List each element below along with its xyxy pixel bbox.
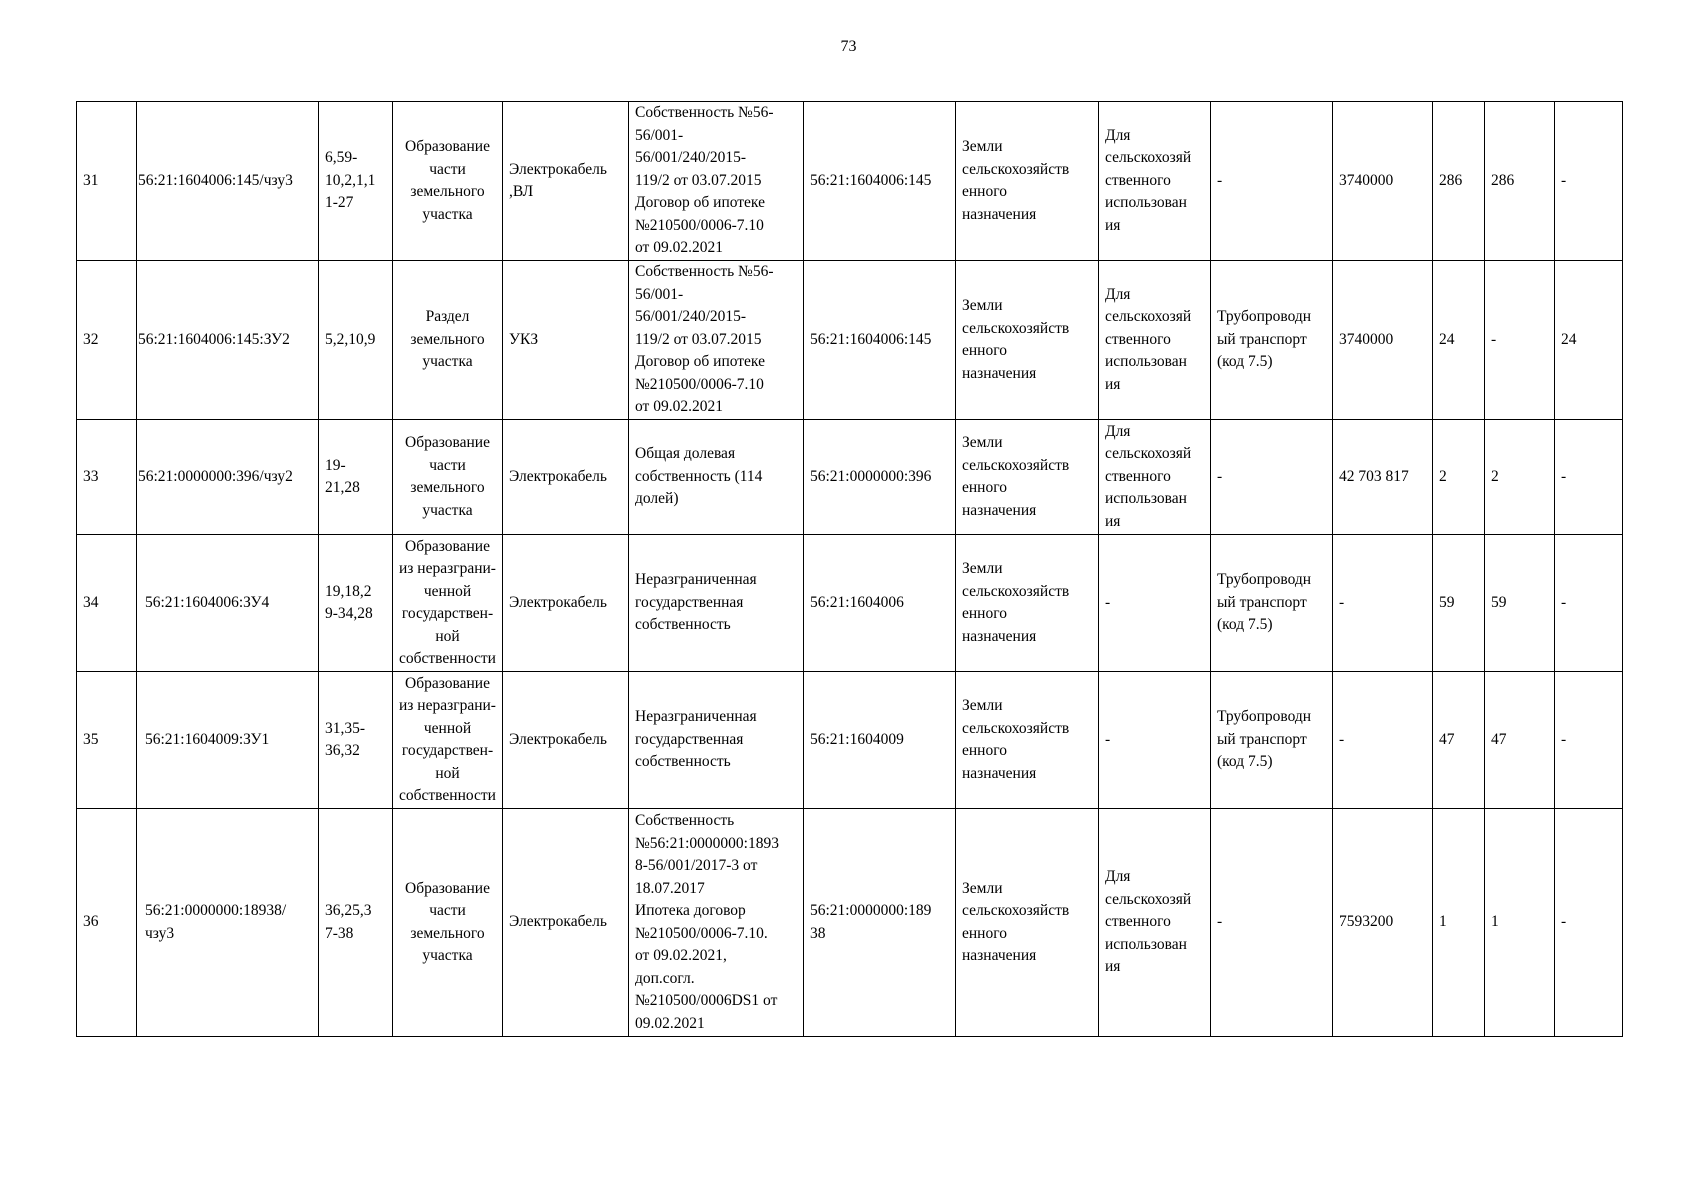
cell-cadastral-number: 56:21:0000000:18938/ чзу3 (137, 809, 319, 1037)
cell-area-total: 286 (1433, 102, 1485, 261)
table-row (77, 809, 1623, 1037)
cell-parent-plot: 56:21:0000000:396 (804, 420, 956, 535)
cell-area-permanent: - (1555, 535, 1623, 672)
cell-new-use: - (1211, 102, 1333, 261)
cell-formation-method: Образование из неразграни- ченной государствен- ной собственности (393, 672, 503, 809)
cell-cadastral-value: 7593200 (1333, 809, 1433, 1037)
cell-cadastral-number: 56:21:1604006:145:ЗУ2 (137, 261, 319, 420)
cell-points: 31,35- 36,32 (319, 672, 393, 809)
cell-new-use: Трубопроводн ый транспорт (код 7.5) (1211, 261, 1333, 420)
cell-new-use: - (1211, 420, 1333, 535)
cell-formation-method: Образование части земельного участка (393, 809, 503, 1037)
cell-formation-method: Раздел земельного участка (393, 261, 503, 420)
cell-ownership: Собственность №56- 56/001- 56/001/240/2015- 119/2 от 03.07.2015 Договор об ипотеке №210500/0006-7.10 от 09.02.2021 (629, 261, 804, 420)
cell-parent-plot: 56:21:1604006:145 (804, 261, 956, 420)
cell-number: 31 (77, 102, 137, 261)
cell-new-use: Трубопроводн ый транспорт (код 7.5) (1211, 672, 1333, 809)
cell-cadastral-number: 56:21:1604006:145/чзу3 (137, 102, 319, 261)
cell-area-temporary: 59 (1485, 535, 1555, 672)
cell-area-permanent: - (1555, 672, 1623, 809)
land-plots-table (76, 101, 1623, 1037)
cell-ownership: Собственность №56:21:0000000:1893 8-56/001/2017-3 от 18.07.2017 Ипотека договор №210500/0006-7.10. от 09.02.2021, доп.согл. №210500/0006DS1 от 09.02.2021 (629, 809, 804, 1037)
cell-points: 36,25,3 7-38 (319, 809, 393, 1037)
cell-formation-method: Образование части земельного участка (393, 420, 503, 535)
cell-number: 35 (77, 672, 137, 809)
cell-formation-method: Образование из неразграни- ченной государствен- ной собственности (393, 535, 503, 672)
cell-permitted-use: - (1099, 672, 1211, 809)
cell-permitted-use: Для сельскохозяй ственного использован ия (1099, 809, 1211, 1037)
cell-cadastral-number: 56:21:1604006:ЗУ4 (137, 535, 319, 672)
cell-new-use: Трубопроводн ый транспорт (код 7.5) (1211, 535, 1333, 672)
cell-area-temporary: 2 (1485, 420, 1555, 535)
cell-cadastral-value: 3740000 (1333, 261, 1433, 420)
cell-cadastral-number: 56:21:1604009:ЗУ1 (137, 672, 319, 809)
cell-number: 34 (77, 535, 137, 672)
cell-area-total: 1 (1433, 809, 1485, 1037)
cell-number: 33 (77, 420, 137, 535)
cell-land-category: Земли сельскохозяйств енного назначения (956, 261, 1099, 420)
cell-parent-plot: 56:21:1604006 (804, 535, 956, 672)
cell-cadastral-value: 3740000 (1333, 102, 1433, 261)
cell-ownership: Неразграниченная государственная собственность (629, 535, 804, 672)
cell-land-category: Земли сельскохозяйств енного назначения (956, 672, 1099, 809)
cell-points: 19- 21,28 (319, 420, 393, 535)
cell-land-category: Земли сельскохозяйств енного назначения (956, 102, 1099, 261)
cell-area-permanent: 24 (1555, 261, 1623, 420)
cell-land-category: Земли сельскохозяйств енного назначения (956, 809, 1099, 1037)
table-row (77, 420, 1623, 535)
table-row (77, 102, 1623, 261)
cell-formation-method: Образование части земельного участка (393, 102, 503, 261)
cell-cadastral-number: 56:21:0000000:396/чзу2 (137, 420, 319, 535)
cell-land-category: Земли сельскохозяйств енного назначения (956, 420, 1099, 535)
cell-permitted-use: Для сельскохозяй ственного использован ия (1099, 261, 1211, 420)
cell-object: Электрокабель (503, 420, 629, 535)
cell-points: 6,59- 10,2,1,1 1-27 (319, 102, 393, 261)
table-row (77, 672, 1623, 809)
cell-area-temporary: - (1485, 261, 1555, 420)
cell-parent-plot: 56:21:1604009 (804, 672, 956, 809)
cell-permitted-use: Для сельскохозяй ственного использован ия (1099, 102, 1211, 261)
cell-number: 32 (77, 261, 137, 420)
cell-new-use: - (1211, 809, 1333, 1037)
cell-area-temporary: 286 (1485, 102, 1555, 261)
cell-permitted-use: Для сельскохозяй ственного использован ия (1099, 420, 1211, 535)
cell-area-temporary: 1 (1485, 809, 1555, 1037)
cell-object: Электрокабель ,ВЛ (503, 102, 629, 261)
cell-ownership: Общая долевая собственность (114 долей) (629, 420, 804, 535)
cell-points: 19,18,2 9-34,28 (319, 535, 393, 672)
cell-area-total: 59 (1433, 535, 1485, 672)
cell-area-total: 24 (1433, 261, 1485, 420)
cell-object: УКЗ (503, 261, 629, 420)
cell-area-total: 47 (1433, 672, 1485, 809)
cell-area-permanent: - (1555, 420, 1623, 535)
page-number: 73 (840, 38, 857, 55)
cell-area-permanent: - (1555, 102, 1623, 261)
table-row (77, 535, 1623, 672)
cell-permitted-use: - (1099, 535, 1211, 672)
cell-number: 36 (77, 809, 137, 1037)
cell-area-temporary: 47 (1485, 672, 1555, 809)
cell-land-category: Земли сельскохозяйств енного назначения (956, 535, 1099, 672)
cell-object: Электрокабель (503, 809, 629, 1037)
cell-ownership: Собственность №56- 56/001- 56/001/240/2015- 119/2 от 03.07.2015 Договор об ипотеке №210500/0006-7.10 от 09.02.2021 (629, 102, 804, 261)
cell-parent-plot: 56:21:0000000:189 38 (804, 809, 956, 1037)
cell-parent-plot: 56:21:1604006:145 (804, 102, 956, 261)
cell-object: Электрокабель (503, 672, 629, 809)
cell-points: 5,2,10,9 (319, 261, 393, 420)
table-row (77, 261, 1623, 420)
cell-ownership: Неразграниченная государственная собственность (629, 672, 804, 809)
cell-object: Электрокабель (503, 535, 629, 672)
cell-cadastral-value: 42 703 817 (1333, 420, 1433, 535)
cell-cadastral-value: - (1333, 672, 1433, 809)
cell-cadastral-value: - (1333, 535, 1433, 672)
cell-area-total: 2 (1433, 420, 1485, 535)
cell-area-permanent: - (1555, 809, 1623, 1037)
